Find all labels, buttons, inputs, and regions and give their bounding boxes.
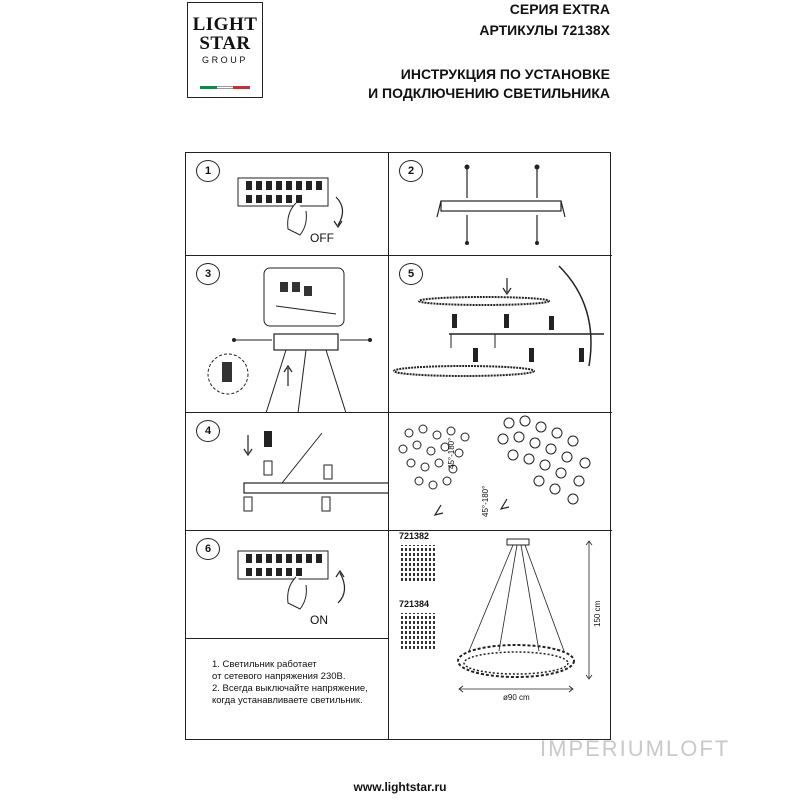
note-line-3: 2. Всегда выключайте напряжение, [212,683,368,694]
off-label: OFF [310,231,334,245]
note-line-1: 1. Светильник работает [212,659,317,670]
article-1-label: 721382 [399,531,430,541]
crystal-clusters-illustration [389,413,612,531]
instruction-title-1: ИНСТРУКЦИЯ ПО УСТАНОВКЕ [400,66,610,82]
step-1-panel [186,153,389,256]
step-2-panel [389,153,612,256]
step-3-number: 3 [196,263,220,285]
website-link[interactable]: www.lightstar.ru [353,780,447,794]
watermark: IMPERIUMLOFT [540,736,731,761]
on-label: ON [310,613,328,627]
series-title: СЕРИЯ EXTRA [509,1,610,17]
step-5-panel [389,256,612,413]
chandelier-dimensions-illustration [389,531,612,739]
step-5-number: 5 [399,263,423,285]
step-3-panel [186,256,389,413]
logo-line-3: GROUP [201,55,248,65]
step-6-panel [186,531,389,639]
mounting-bar-illustration [389,153,612,256]
articles-title: АРТИКУЛЫ 72138X [479,22,610,38]
article-2-label: 721384 [399,599,430,609]
note-line-2: от сетевого напряжения 230В. [212,671,346,682]
instruction-grid [185,152,611,740]
step-6-number: 6 [196,538,220,560]
frame-assembly-illustration [389,256,612,413]
notes-panel [186,639,389,739]
step-2-number: 2 [399,160,423,182]
wiring-illustration [186,256,389,413]
breaker-off-illustration [186,153,389,256]
brand-logo [187,2,263,98]
step-4-number: 4 [196,420,220,442]
step-4-panel [186,413,389,531]
breaker-on-illustration [186,531,389,639]
diameter-dimension: ø90 cm [503,693,530,702]
angle-label-right: 45°-180° [481,485,490,517]
logo-line-1: LIGHT [192,14,258,35]
note-line-4: когда устанавливаете светильник. [212,695,363,706]
step-5-crystals-panel [389,413,612,531]
step-1-number: 1 [196,160,220,182]
logo-line-2: STAR [199,33,251,54]
instruction-title-2: И ПОДКЛЮЧЕНИЮ СВЕТИЛЬНИКА [368,85,610,101]
height-dimension: 150 cm [593,600,602,627]
italian-flag [200,86,250,89]
product-panel [389,531,612,739]
angle-label-left: 45°-180° [447,437,456,469]
lamp-insert-illustration [186,413,389,531]
